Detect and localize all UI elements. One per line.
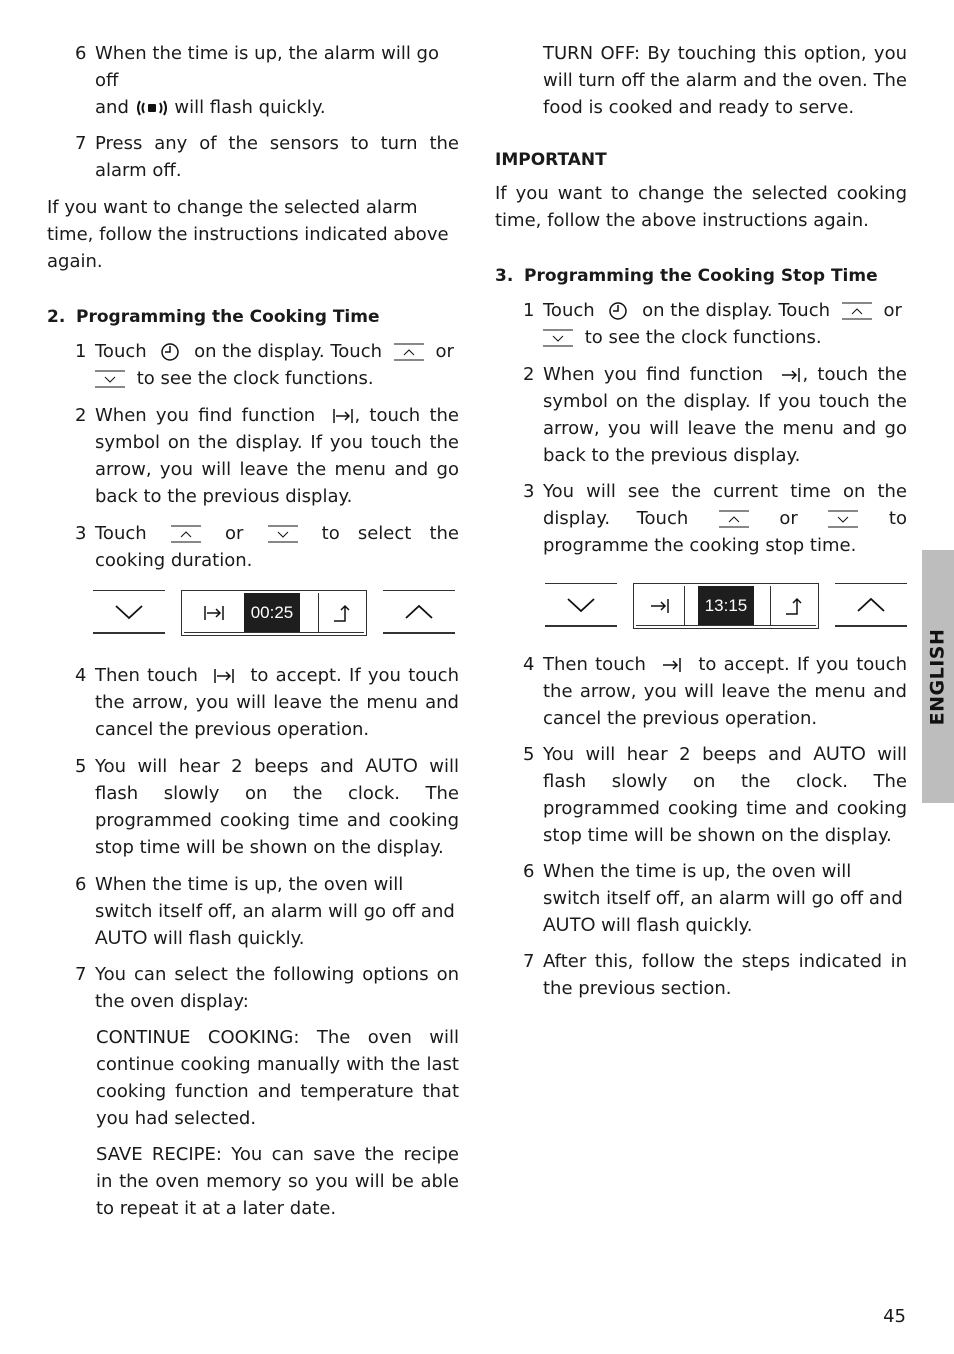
oven-display-stop-time [545, 583, 911, 631]
display-up-button[interactable] [835, 583, 907, 627]
important-text: If you want to change the selected cooking time, follow the above instructions again. [495, 183, 907, 231]
step-alarm-6: 6 When the time is up, the alarm will go off and will flash quickly. [75, 43, 439, 118]
up-arrow-icon [842, 302, 872, 320]
option-continue-cooking: CONTINUE COOKING: The oven will continue cooking manually with the last cooking function and temperature that you had selected. [96, 1027, 459, 1129]
display-down-button[interactable] [545, 583, 617, 627]
cooking-time-icon [213, 667, 235, 685]
cooking-time-icon [332, 407, 354, 425]
oven-display-cooking-time [93, 590, 459, 638]
step-2-3: 3 Touch or to select the cooking duration. [75, 523, 459, 571]
display-stop-time-symbol[interactable] [636, 586, 685, 625]
chevron-down-icon [114, 603, 144, 621]
step-3-7: 7 After this, follow the steps indicated in the previous section. [523, 951, 907, 999]
auto-indicator: AUTO [365, 756, 418, 777]
display-down-button[interactable] [93, 590, 165, 634]
display-back-button[interactable] [318, 593, 367, 632]
step-3-2: 2 When you find function , touch the symbol on the display. If you touch the arrow, you will leave the menu and go back to the previous display. [523, 364, 907, 466]
chevron-down-icon [566, 596, 596, 614]
return-arrow-icon [332, 603, 354, 623]
auto-indicator: AUTO [95, 928, 148, 949]
down-arrow-icon [828, 510, 858, 528]
step-3-1: 1 Touch on the display. Touch or to see the clock functions. [523, 300, 902, 348]
display-cooking-time-symbol[interactable] [184, 593, 245, 632]
section-2-heading: 2. Programming the Cooking Time [47, 307, 380, 327]
up-arrow-icon [171, 525, 201, 543]
display-panel [633, 583, 819, 629]
important-heading: IMPORTANT [495, 150, 607, 170]
display-back-button[interactable] [770, 586, 819, 625]
option-turn-off: TURN OFF: By touching this option, you will turn off the alarm and the oven. The food is cooked and ready to serve. [543, 43, 907, 118]
step-3-5: 5 You will hear 2 beeps and AUTO will flash slowly on the clock. The programmed cooking time and cooking stop time will be shown on the display. [523, 744, 907, 846]
step-2-4: 4 Then touch to accept. If you touch the arrow, you will leave the menu and cancel the previous operation. [75, 665, 459, 740]
step-3-4: 4 Then touch to accept. If you touch the arrow, you will leave the menu and cancel the previous operation. [523, 654, 907, 729]
alarm-change-note: If you want to change the selected alarm time, follow the instructions indicated above again. [47, 197, 449, 272]
clock-icon [608, 301, 628, 321]
down-arrow-icon [268, 525, 298, 543]
step-2-2: 2 When you find function , touch the symbol on the display. If you touch the arrow, you will leave the menu and go back to the previous display. [75, 405, 459, 507]
step-3-3: 3 You will see the current time on the display. Touch or to programme the cooking stop time. [523, 481, 907, 556]
return-arrow-icon [784, 596, 806, 616]
display-time-value: 00:25 [244, 593, 300, 632]
left-column [47, 40, 459, 1222]
language-side-tab [922, 550, 954, 803]
right-column [495, 40, 907, 1002]
step-3-6: 6 When the time is up, the oven will switch itself off, an alarm will go off and AUTO will flash quickly. [523, 861, 903, 936]
down-arrow-icon [543, 329, 573, 347]
display-up-button[interactable] [383, 590, 455, 634]
clock-icon [160, 342, 180, 362]
alarm-icon [135, 99, 169, 117]
up-arrow-icon [394, 343, 424, 361]
auto-indicator: AUTO [543, 915, 596, 936]
stop-time-icon [661, 656, 683, 674]
page-number: 45 [883, 1306, 906, 1327]
auto-indicator: AUTO [813, 744, 866, 765]
section-3-heading: 3. Programming the Cooking Stop Time [495, 266, 878, 286]
down-arrow-icon [95, 370, 125, 388]
option-save-recipe: SAVE RECIPE: You can save the recipe in the oven memory so you will be able to repeat it at a later date. [96, 1144, 459, 1219]
chevron-up-icon [404, 603, 434, 621]
step-2-6: 6 When the time is up, the oven will switch itself off, an alarm will go off and AUTO will flash quickly. [75, 874, 455, 949]
stop-time-icon [780, 366, 802, 384]
chevron-up-icon [856, 596, 886, 614]
up-arrow-icon [719, 510, 749, 528]
step-2-1: 1 Touch on the display. Touch or to see the clock functions. [75, 341, 454, 389]
step-2-7: 7 You can select the following options on the oven display: [75, 964, 459, 1012]
display-time-value: 13:15 [698, 586, 754, 625]
step-alarm-7: 7 Press any of the sensors to turn the alarm off. [75, 133, 459, 181]
display-panel [181, 590, 367, 636]
cooking-time-icon [203, 604, 225, 622]
stop-time-icon [649, 597, 671, 615]
language-label: ENGLISH [926, 628, 949, 725]
step-2-5: 5 You will hear 2 beeps and AUTO will flash slowly on the clock. The programmed cooking time and cooking stop time will be shown on the display. [75, 756, 459, 858]
